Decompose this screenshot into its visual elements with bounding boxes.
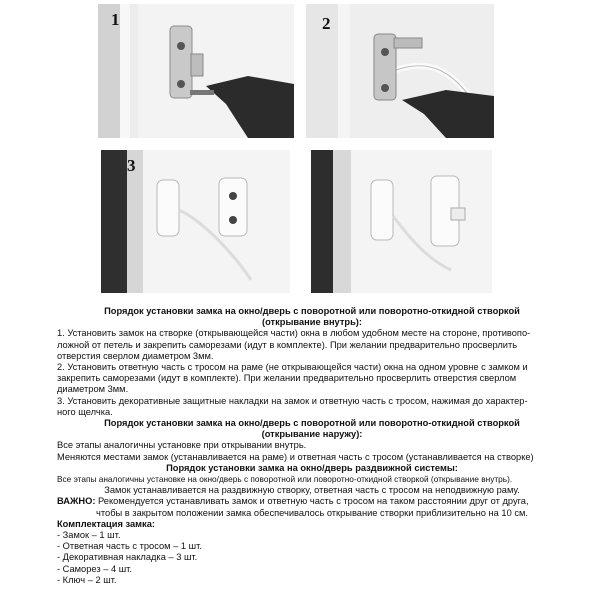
step2-line2: закрепить саморезами (идут в комплекте). При желании предварительно просверлить отверстия сверлом [57,373,517,384]
kit-item: - Ключ – 2 шт. [57,574,117,585]
photo-step-4 [311,150,492,293]
section2-title-line2: (открывание наружу): [261,429,363,440]
section2-title-line1: Порядок установки замка на окно/дверь с поворотной или поворотно-откидной створкой [104,418,520,429]
section3-line2: Замок устанавливается на раздвижную створку, ответная часть с тросом на неподвижную раму. [104,485,520,496]
section2-line2: Меняются местами замок (устанавливается на раме) и ответная часть с тросом (устанавливается на створке) [57,451,534,462]
important-text: Рекомендуется устанавливать замок и ответную часть с тросом на таком расстоянии друг от друга, [95,496,529,507]
important-line1 [57,496,567,507]
step2-line1: 2. Установить ответную часть с тросом на раме (не открывающейся части) окна на одном уровне с замком и [57,362,528,373]
drill-install-lock-illustration [98,4,294,138]
step2-line3: диаметром 3мм. [57,384,129,395]
section1-title-line1: Порядок установки замка на окно/дверь с поворотной или поворотно-откидной створкой [104,306,520,316]
kit-title: Комплектация замка: [57,518,155,529]
step-number-2: 2 [322,14,331,33]
kit-item: - Саморез – 4 шт. [57,563,132,574]
closed-lock-illustration [311,150,492,293]
photo-step-1 [98,4,294,138]
section1-title-line2: (открывание внутрь): [262,317,362,328]
instructions-text [57,306,567,586]
step-number-3: 3 [127,156,136,175]
step3-line2: ного щелчка. [57,406,113,417]
section3-title: Порядок установки замка на окно/дверь раздвижной системы: [166,462,458,473]
photo-step-2 [306,4,494,138]
kit-item: - Замок – 1 шт. [57,530,121,541]
step1-line2: ложной от петель и закрепить саморезами (идут в комплекте). При желании предварительно просверлить [57,339,518,350]
important-line2: чтобы в закрытом положении замка обеспечивалось открывание створки приблизительно на 10 см. [96,507,528,518]
section3-line1: Все этапы аналогичны установке на окно/дверь с поворотной или поворотно-откидной створкой (открывание внутрь). [57,474,513,485]
section2-line1: Все этапы аналогичны установке при открывании внутрь. [57,440,307,451]
important-label: ВАЖНО: [57,496,96,507]
kit-item: - Декоративная накладка – 3 шт. [57,552,198,563]
step1-line1: 1. Установить замок на створке (открывающейся части) окна в любом удобном месте на стороне, противопо- [57,328,531,339]
drill-install-cable-part-illustration [306,4,494,138]
step-number-1: 1 [111,10,120,29]
step3-line1: 3. Установить декоративные защитные накладки на замок и ответную часть с тросом, нажимая до характер- [57,395,528,406]
kit-item: - Ответная часть с тросом – 1 шт. [57,541,202,552]
step1-line3: отверстия сверлом диаметром 3мм. [57,350,214,361]
